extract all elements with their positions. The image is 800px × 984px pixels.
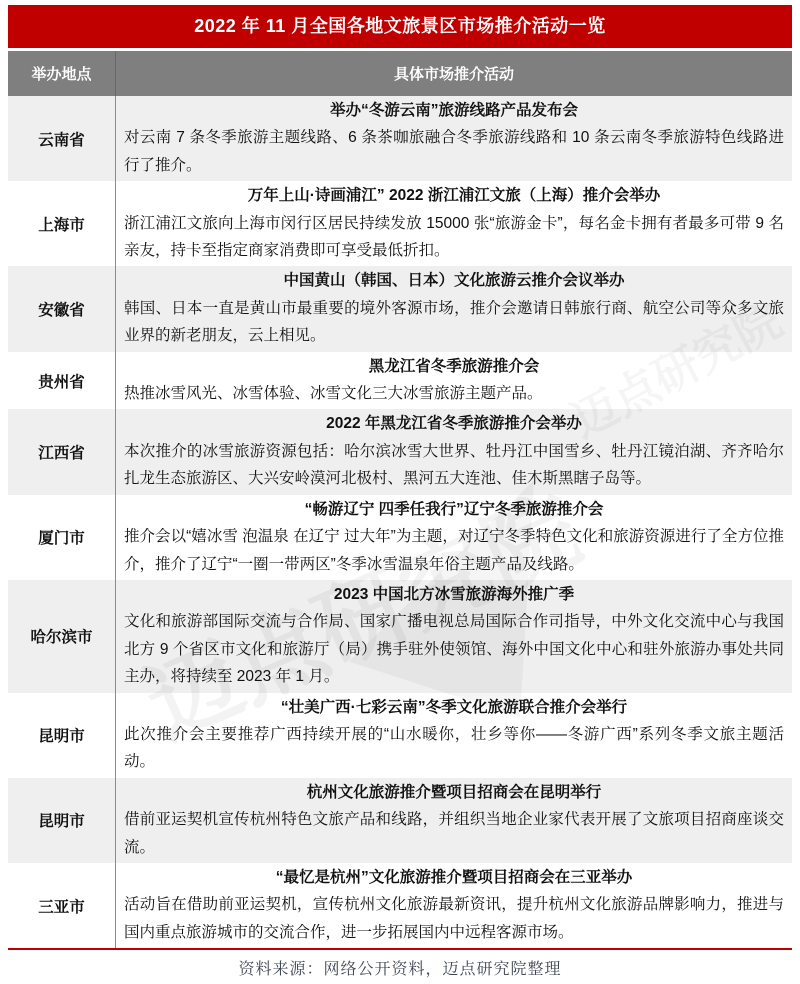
event-description: 文化和旅游部国际交流与合作局、国家广播电视总局国际合作司指导，中外文化交流中心与我国北方 9 个省区市文化和旅游厅（局）携手驻外使领馆、海外中国文化中心和驻外旅游办事处共同主办，将持续至 2023 年 1 月。 <box>124 613 784 686</box>
event-description: 借前亚运契机宣传杭州特色文旅产品和线路，并组织当地企业家代表开展了文旅项目招商座谈交流。 <box>124 811 784 856</box>
row-activity-cell <box>115 181 792 266</box>
row-activity-cell <box>115 778 792 863</box>
row-activity-cell <box>115 863 792 948</box>
column-header-location: 举办地点 <box>31 66 92 83</box>
row-activity-cell <box>115 409 792 494</box>
table-row-shanghai <box>8 181 792 266</box>
event-description: 对云南 7 条冬季旅游主题线路、6 条茶咖旅融合冬季旅游线路和 10 条云南冬季旅游特色线路进行了推介。 <box>124 129 784 174</box>
table-header-row <box>8 51 792 96</box>
event-description: 热推冰雪风光、冰雪体验、冰雪文化三大冰雪旅游主题产品。 <box>124 385 543 403</box>
row-activity-cell <box>115 495 792 580</box>
column-header-activity: 具体市场推介活动 <box>115 51 792 96</box>
row-activity-cell <box>115 266 792 351</box>
table-row-anhui <box>8 266 792 351</box>
table-row-kunming-2 <box>8 778 792 863</box>
event-description: 本次推介的冰雪旅游资源包括：哈尔滨冰雪大世界、牡丹江中国雪乡、牡丹江镜泊湖、齐齐哈尔扎龙生态旅游区、大兴安岭漠河北极村、黑河五大连池、佳木斯黑瞎子岛等。 <box>124 442 784 488</box>
page-title: 2022 年 11 月全国各地文旅景区市场推介活动一览 <box>8 5 792 48</box>
row-location: 厦门市 <box>38 530 85 548</box>
report-page <box>0 5 800 978</box>
row-location: 三亚市 <box>38 898 85 916</box>
row-activity-cell <box>115 352 792 410</box>
event-title: 黑龙江省冬季旅游推介会 <box>368 357 540 375</box>
row-activity-cell <box>115 96 792 181</box>
table-row-yunnan <box>8 96 792 181</box>
event-title: 举办“冬游云南”旅游线路产品发布会 <box>329 102 578 119</box>
row-location: 昆明市 <box>38 728 85 746</box>
table-row-xiamen <box>8 495 792 580</box>
row-location: 上海市 <box>38 216 85 234</box>
event-title: 2022 年黑龙江省冬季旅游推介会举办 <box>326 415 582 433</box>
row-location: 云南省 <box>38 131 85 149</box>
row-activity-cell <box>115 580 792 693</box>
event-description: 推介会以“嬉冰雪 泡温泉 在辽宁 过大年”为主题，对辽宁冬季特色文化和旅游资源进行了全方位推介，推介了辽宁“一圈一带两区”冬季冰雪温泉年俗主题产品及线路。 <box>124 528 784 573</box>
row-location: 江西省 <box>38 445 85 463</box>
event-description: 韩国、日本一直是黄山市最重要的境外客源市场，推介会邀请日韩旅行商、航空公司等众多文旅业界的新老朋友，云上相见。 <box>124 299 784 345</box>
event-title: “最忆是杭州”文化旅游推介暨项目招商会在三亚举办 <box>275 868 633 886</box>
event-title: “畅游辽宁 四季任我行”辽宁冬季旅游推介会 <box>304 500 604 518</box>
row-location: 昆明市 <box>38 813 85 831</box>
row-activity-cell <box>115 693 792 778</box>
table-row-sanya <box>8 863 792 948</box>
row-location: 贵州省 <box>38 373 85 391</box>
table-row-harbin <box>8 580 792 693</box>
activity-table <box>8 5 792 948</box>
event-title: 万年上山·诗画浦江” 2022 浙江浦江文旅（上海）推介会举办 <box>247 187 661 205</box>
event-title: “壮美广西·七彩云南”冬季文化旅游联合推介会举行 <box>280 698 628 716</box>
row-location: 安徽省 <box>38 302 85 320</box>
event-title: 杭州文化旅游推介暨项目招商会在昆明举行 <box>306 783 602 801</box>
event-description: 此次推介会主要推荐广西持续开展的“山水暖你，壮乡等你——冬游广西”系列冬季文旅主题活动。 <box>124 725 784 771</box>
table-row-kunming-1 <box>8 693 792 778</box>
table-row-guizhou <box>8 352 792 410</box>
event-title: 2023 中国北方冰雪旅游海外推广季 <box>333 585 575 603</box>
event-description: 浙江浦江文旅向上海市闵行区居民持续发放 15000 张“旅游金卡”，每名金卡拥有者最多可带 9 名亲友，持卡至指定商家消费即可享受最低折扣。 <box>124 214 784 260</box>
source-note: 资料来源：网络公开资料，迈点研究院整理 <box>238 960 562 978</box>
row-location: 哈尔滨市 <box>30 629 93 647</box>
event-description: 活动旨在借助前亚运契机，宣传杭州文化旅游最新资讯，提升杭州文化旅游品牌影响力，推进与国内重点旅游城市的交流合作，进一步拓展国内中远程客源市场。 <box>124 896 784 941</box>
event-title: 中国黄山（韩国、日本）文化旅游云推介会议举办 <box>283 272 625 290</box>
table-row-jiangxi <box>8 409 792 494</box>
